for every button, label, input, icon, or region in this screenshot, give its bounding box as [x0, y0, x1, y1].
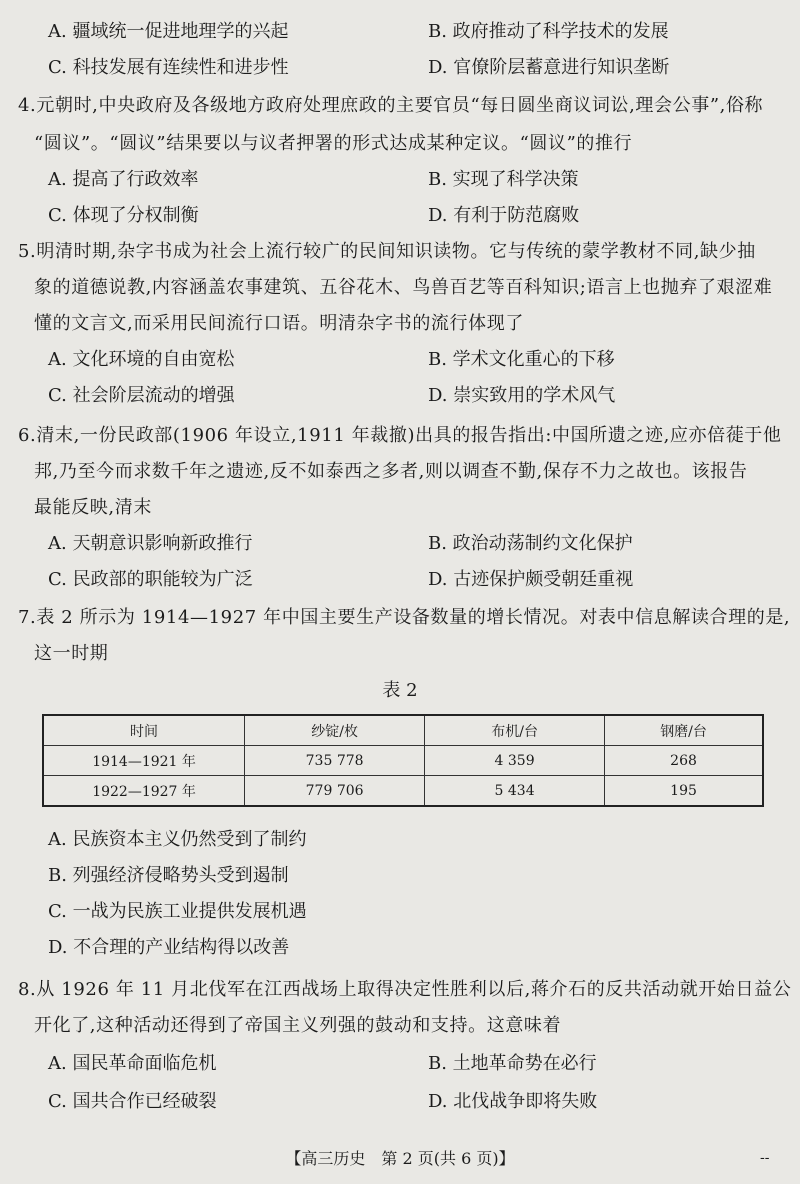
table-cell: 1922—1927 年 [43, 776, 245, 807]
q7-option-b: B. 列强经济侵略势头受到遏制 [48, 865, 289, 886]
table-caption: 表 2 [382, 680, 418, 701]
q6-stem-line1: 6.清末,一份民政部(1906 年设立,1911 年裁撤)出具的报告指出:中国所遗之迹,应亦倍蓰于他 [18, 425, 782, 446]
column-header-spindles: 纱锭/枚 [245, 715, 425, 746]
q4-options-row1 [0, 162, 800, 198]
q5-option-b: B. 学术文化重心的下移 [428, 349, 615, 370]
q3-options-row2 [0, 50, 800, 86]
q5-options-row2 [0, 378, 800, 414]
q5-stem-line1: 5.明清时期,杂字书成为社会上流行较广的民间知识读物。它与传统的蒙学教材不同,缺少抽 [18, 241, 756, 262]
production-equipment-table [42, 714, 764, 807]
table-row [43, 776, 763, 807]
q8-stem-line2: 开化了,这种活动还得到了帝国主义列强的鼓动和支持。这意味着 [34, 1015, 562, 1036]
q6-option-b: B. 政治动荡制约文化保护 [428, 533, 633, 554]
column-header-time: 时间 [43, 715, 245, 746]
q8-option-a: A. 国民革命面临危机 [48, 1053, 217, 1074]
q4-option-a: A. 提高了行政效率 [48, 169, 199, 190]
q8-options-row2 [0, 1084, 800, 1120]
q7-option-d-row [0, 930, 800, 966]
table-cell: 4 359 [425, 746, 605, 776]
q5-option-c: C. 社会阶层流动的增强 [48, 385, 235, 406]
page-footer: 【高三历史 第 2 页(共 6 页)】 [285, 1149, 515, 1168]
q7-option-c: C. 一战为民族工业提供发展机遇 [48, 901, 307, 922]
q7-option-a-row [0, 822, 800, 858]
q3-options-row1 [0, 14, 800, 50]
q4-option-d: D. 有利于防范腐败 [428, 205, 580, 226]
table-cell: 1914—1921 年 [43, 746, 245, 776]
table-cell: 779 706 [245, 776, 425, 807]
q7-stem-line1: 7.表 2 所示为 1914—1927 年中国主要生产设备数量的增长情况。对表中信息解读合理的是, [18, 607, 791, 628]
q6-options-row1 [0, 526, 800, 562]
table-header-row [43, 715, 763, 746]
q4-option-c: C. 体现了分权制衡 [48, 205, 199, 226]
q8-options-row1 [0, 1046, 800, 1082]
q3-option-b: B. 政府推动了科学技术的发展 [428, 21, 669, 42]
q7-option-a: A. 民族资本主义仍然受到了制约 [48, 829, 307, 850]
q6-option-a: A. 天朝意识影响新政推行 [48, 533, 253, 554]
q6-option-d: D. 古迹保护颇受朝廷重视 [428, 569, 634, 590]
column-header-looms: 布机/台 [425, 715, 605, 746]
q8-stem-line1: 8.从 1926 年 11 月北伐军在江西战场上取得决定性胜利以后,蒋介石的反共活动就开始日益公 [18, 979, 792, 1000]
q7-option-d: D. 不合理的产业结构得以改善 [48, 937, 290, 958]
q6-stem-line2: 邦,乃至今而求数千年之遗迹,反不如泰西之多者,则以调查不勤,保存不力之故也。该报告 [34, 461, 748, 482]
table-cell: 735 778 [245, 746, 425, 776]
q6-options-row2 [0, 562, 800, 598]
q3-option-d: D. 官僚阶层蓄意进行知识垄断 [428, 57, 670, 78]
table-cell: 268 [605, 746, 763, 776]
q6-stem-line3: 最能反映,清末 [34, 497, 152, 518]
q7-option-b-row [0, 858, 800, 894]
q8-option-d: D. 北伐战争即将失败 [428, 1091, 598, 1112]
table-cell: 5 434 [425, 776, 605, 807]
q5-options-row1 [0, 342, 800, 378]
q6-option-c: C. 民政部的职能较为广泛 [48, 569, 253, 590]
q4-option-b: B. 实现了科学决策 [428, 169, 579, 190]
q8-option-c: C. 国共合作已经破裂 [48, 1091, 217, 1112]
q4-stem-line1: 4.元朝时,中央政府及各级地方政府处理庶政的主要官员“每日圆坐商议词讼,理会公事”,俗称 [18, 95, 764, 116]
q7-option-c-row [0, 894, 800, 930]
q7-stem-line2: 这一时期 [34, 643, 109, 664]
table-cell: 195 [605, 776, 763, 807]
q5-option-a: A. 文化环境的自由宽松 [48, 349, 235, 370]
q5-option-d: D. 崇实致用的学术风气 [428, 385, 616, 406]
q4-options-row2 [0, 198, 800, 234]
q5-stem-line2: 象的道德说教,内容涵盖农事建筑、五谷花木、鸟兽百艺等百科知识;语言上也抛弃了艰涩难 [34, 277, 773, 298]
q8-option-b: B. 土地革命势在必行 [428, 1053, 597, 1074]
q3-option-c: C. 科技发展有连续性和进步性 [48, 57, 289, 78]
corner-mark: -- [760, 1150, 770, 1166]
table-row [43, 746, 763, 776]
column-header-steel-mills: 钢磨/台 [605, 715, 763, 746]
q4-stem-line2: “圆议”。“圆议”结果要以与议者押署的形式达成某种定议。“圆议”的推行 [34, 133, 633, 154]
q5-stem-line3: 懂的文言文,而采用民间流行口语。明清杂字书的流行体现了 [34, 313, 524, 334]
q3-option-a: A. 疆域统一促进地理学的兴起 [48, 21, 289, 42]
